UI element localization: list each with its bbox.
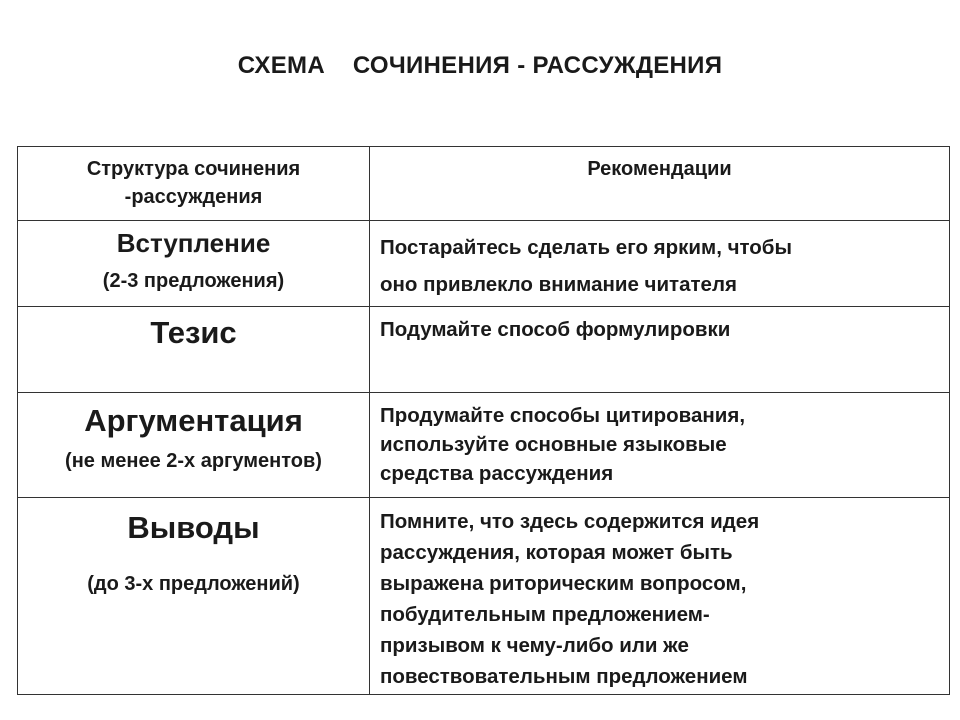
- stage-note-introduction: (2-3 предложения): [102, 270, 285, 292]
- recommendation-line: выражена риторическим вопросом,: [380, 572, 747, 595]
- stage-note-argumentation: (не менее 2-х аргументов): [65, 450, 322, 472]
- recommendation-line: рассуждения, которая может быть: [380, 541, 733, 564]
- recommendation-line: средства рассуждения: [380, 462, 614, 485]
- header-structure-cell: [18, 147, 370, 221]
- table-header-row: [18, 147, 950, 221]
- recommendation-line: Подумайте способ формулировки: [380, 318, 731, 341]
- recommendation-cell-argumentation: [370, 393, 950, 498]
- essay-structure-table: [17, 146, 950, 695]
- recommendation-line: Постарайтесь сделать его ярким, чтобы: [380, 236, 792, 259]
- header-recommendations-cell: [370, 147, 950, 221]
- stage-name-thesis: Тезис: [150, 315, 237, 350]
- recommendation-cell-thesis: [370, 307, 950, 393]
- recommendation-line: оно привлекло внимание читателя: [380, 273, 737, 296]
- page-title: СХЕМА СОЧИНЕНИЯ - РАССУЖДЕНИЯ: [237, 52, 723, 79]
- header-recommendations-label: Рекомендации: [587, 158, 732, 180]
- recommendation-line: повествовательным предложением: [380, 665, 748, 688]
- stage-cell-introduction: [18, 221, 370, 307]
- stage-name-conclusions: Выводы: [127, 510, 260, 545]
- table-row-thesis: [18, 307, 950, 393]
- stage-name-introduction: Вступление: [116, 228, 271, 258]
- recommendation-line: побудительным предложением-: [380, 603, 710, 626]
- stage-cell-conclusions: [18, 498, 370, 695]
- recommendation-cell-conclusions: [370, 498, 950, 695]
- recommendation-line: используйте основные языковые: [380, 433, 727, 456]
- stage-cell-thesis: [18, 307, 370, 393]
- recommendation-line: призывом к чему-либо или же: [380, 634, 689, 657]
- recommendation-line: Помните, что здесь содержится идея: [380, 510, 760, 533]
- stage-note-conclusions: (до 3-х предложений): [87, 573, 300, 595]
- stage-cell-argumentation: [18, 393, 370, 498]
- table-row-argumentation: [18, 393, 950, 498]
- recommendation-line: Продумайте способы цитирования,: [380, 404, 746, 427]
- header-structure-line2: -рассуждения: [124, 186, 263, 208]
- table-row-introduction: [18, 221, 950, 307]
- stage-name-argumentation: Аргументация: [84, 403, 303, 438]
- header-structure-line1: Структура сочинения: [86, 158, 301, 180]
- recommendation-cell-introduction: [370, 221, 950, 307]
- table-row-conclusions: [18, 498, 950, 695]
